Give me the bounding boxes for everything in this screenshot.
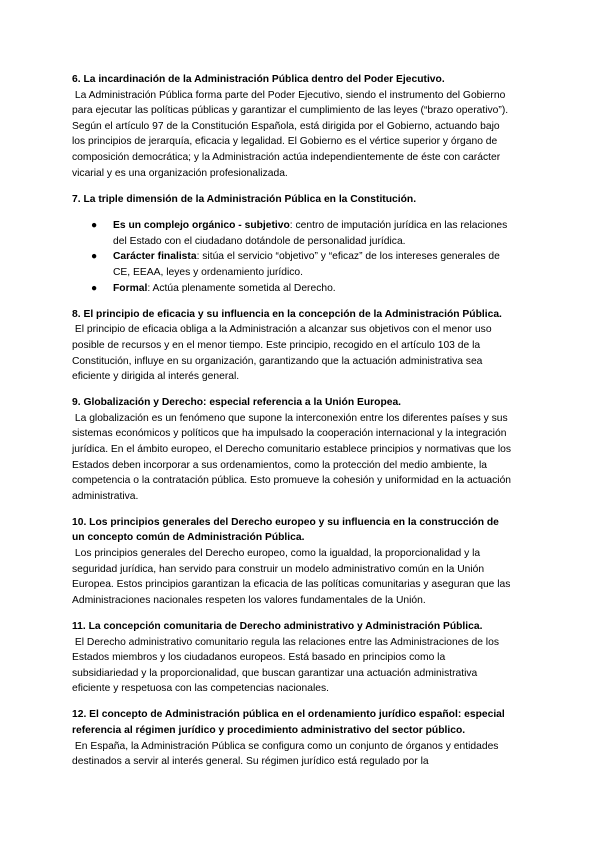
list-item-text: : sitúa el servicio “objetivo” y “eficaz” de los intereses generales de CE, EEAA, leyes y ordenamiento jurídico.	[113, 251, 500, 279]
section-heading: 11. La concepción comunitaria de Derecho administrativo y Administración Pública.	[72, 620, 483, 632]
section-6	[72, 72, 514, 181]
section-body: El Derecho administrativo comunitario regula las relaciones entre las Administraciones de los Estados miembros y los ciudadanos europeos. Está basado en principios como la subsidiariedad y la proporcionalidad, que buscan garantizar una actuación administrativa eficiente y respetuosa con las competencias nacionales.	[72, 636, 502, 695]
section-9	[72, 395, 514, 504]
bullet-list	[72, 218, 514, 296]
section-heading: 8. El principio de eficacia y su influencia en la concepción de la Administración Pública.	[72, 308, 502, 320]
section-heading: 7. La triple dimensión de la Administración Pública en la Constitución.	[72, 193, 417, 205]
section-body: La Administración Pública forma parte del Poder Ejecutivo, siendo el instrumento del Gobierno para ejecutar las políticas públicas y garantizar el cumplimiento de las leyes (“brazo operativo”). Según el artículo 97 de la Constitución Española, está dirigida por el Gobierno, actuando bajo los principios de jerarquía, eficacia y legalidad. El Gobierno es el vértice superior y órgano de composición democrática; y la Administración actúa independientemente de éste con carácter vicarial y es una organización profesionalizada.	[72, 89, 511, 179]
section-heading: 12. El concepto de Administración pública en el ordenamiento jurídico español: especial referencia al régimen jurídico y procedimiento administrativo del sector público.	[72, 709, 505, 736]
list-item-text: : Actúa plenamente sometida al Derecho.	[147, 282, 336, 294]
bullet-icon: ●	[91, 251, 98, 263]
section-12	[72, 707, 514, 769]
bullet-icon: ●	[91, 220, 98, 232]
section-7	[72, 192, 514, 297]
section-11	[72, 619, 514, 697]
list-item-text: : centro de imputación jurídica en las relaciones del Estado con el ciudadano dotándole de personalidad jurídica.	[113, 220, 508, 247]
section-heading: 6. La incardinación de la Administración Pública dentro del Poder Ejecutivo.	[72, 74, 445, 85]
section-heading: 9. Globalización y Derecho: especial referencia a la Unión Europea.	[72, 397, 402, 409]
list-item-term: Formal	[113, 282, 148, 294]
section-body: En España, la Administración Pública se configura como un conjunto de órganos y entidades destinados a servir al interés general. Su régimen jurídico está regulado por la	[72, 740, 502, 768]
list-item-term: Carácter finalista	[113, 251, 197, 263]
section-8	[72, 307, 514, 385]
list-item-term: Es un complejo orgánico - subjetivo	[113, 220, 290, 232]
list-item	[91, 281, 514, 297]
section-10	[72, 515, 514, 609]
list-item	[91, 249, 514, 280]
section-body: El principio de eficacia obliga a la Administración a alcanzar sus objetivos con el menor uso posible de recursos y en el menor tiempo. Este principio, recogido en el artículo 103 de la Constitución, influye en su organización, garantizando que la actuación administrativa sea eficiente y dirigida al interés general.	[72, 324, 495, 383]
section-body: La globalización es un fenómeno que supone la interconexión entre los diferentes países y sus sistemas económicos y políticos que ha impulsado la cooperación internacional y la integración jurídica. En el ámbito europeo, el Derecho comunitario establece principios y normativas que los Estados deben incorporar a sus ordenamientos, como la protección del medio ambiente, la competencia o la contratación pública. Esto promueve la cohesión y uniformidad en la actuación administrativa.	[72, 412, 514, 502]
list-item	[91, 218, 514, 249]
bullet-icon: ●	[91, 282, 98, 294]
section-heading: 10. Los principios generales del Derecho europeo y su influencia en la construcción de un concepto común de Administración Pública.	[72, 516, 499, 544]
section-body: Los principios generales del Derecho europeo, como la igualdad, la proporcionalidad y la seguridad jurídica, han servido para construir un modelo administrativo común en la Unión Europea. Estos principios garantizan la eficacia de las políticas comunitarias y aseguran que las Administraciones nacionales respeten los valores fundamentales de la Unión.	[72, 548, 513, 606]
